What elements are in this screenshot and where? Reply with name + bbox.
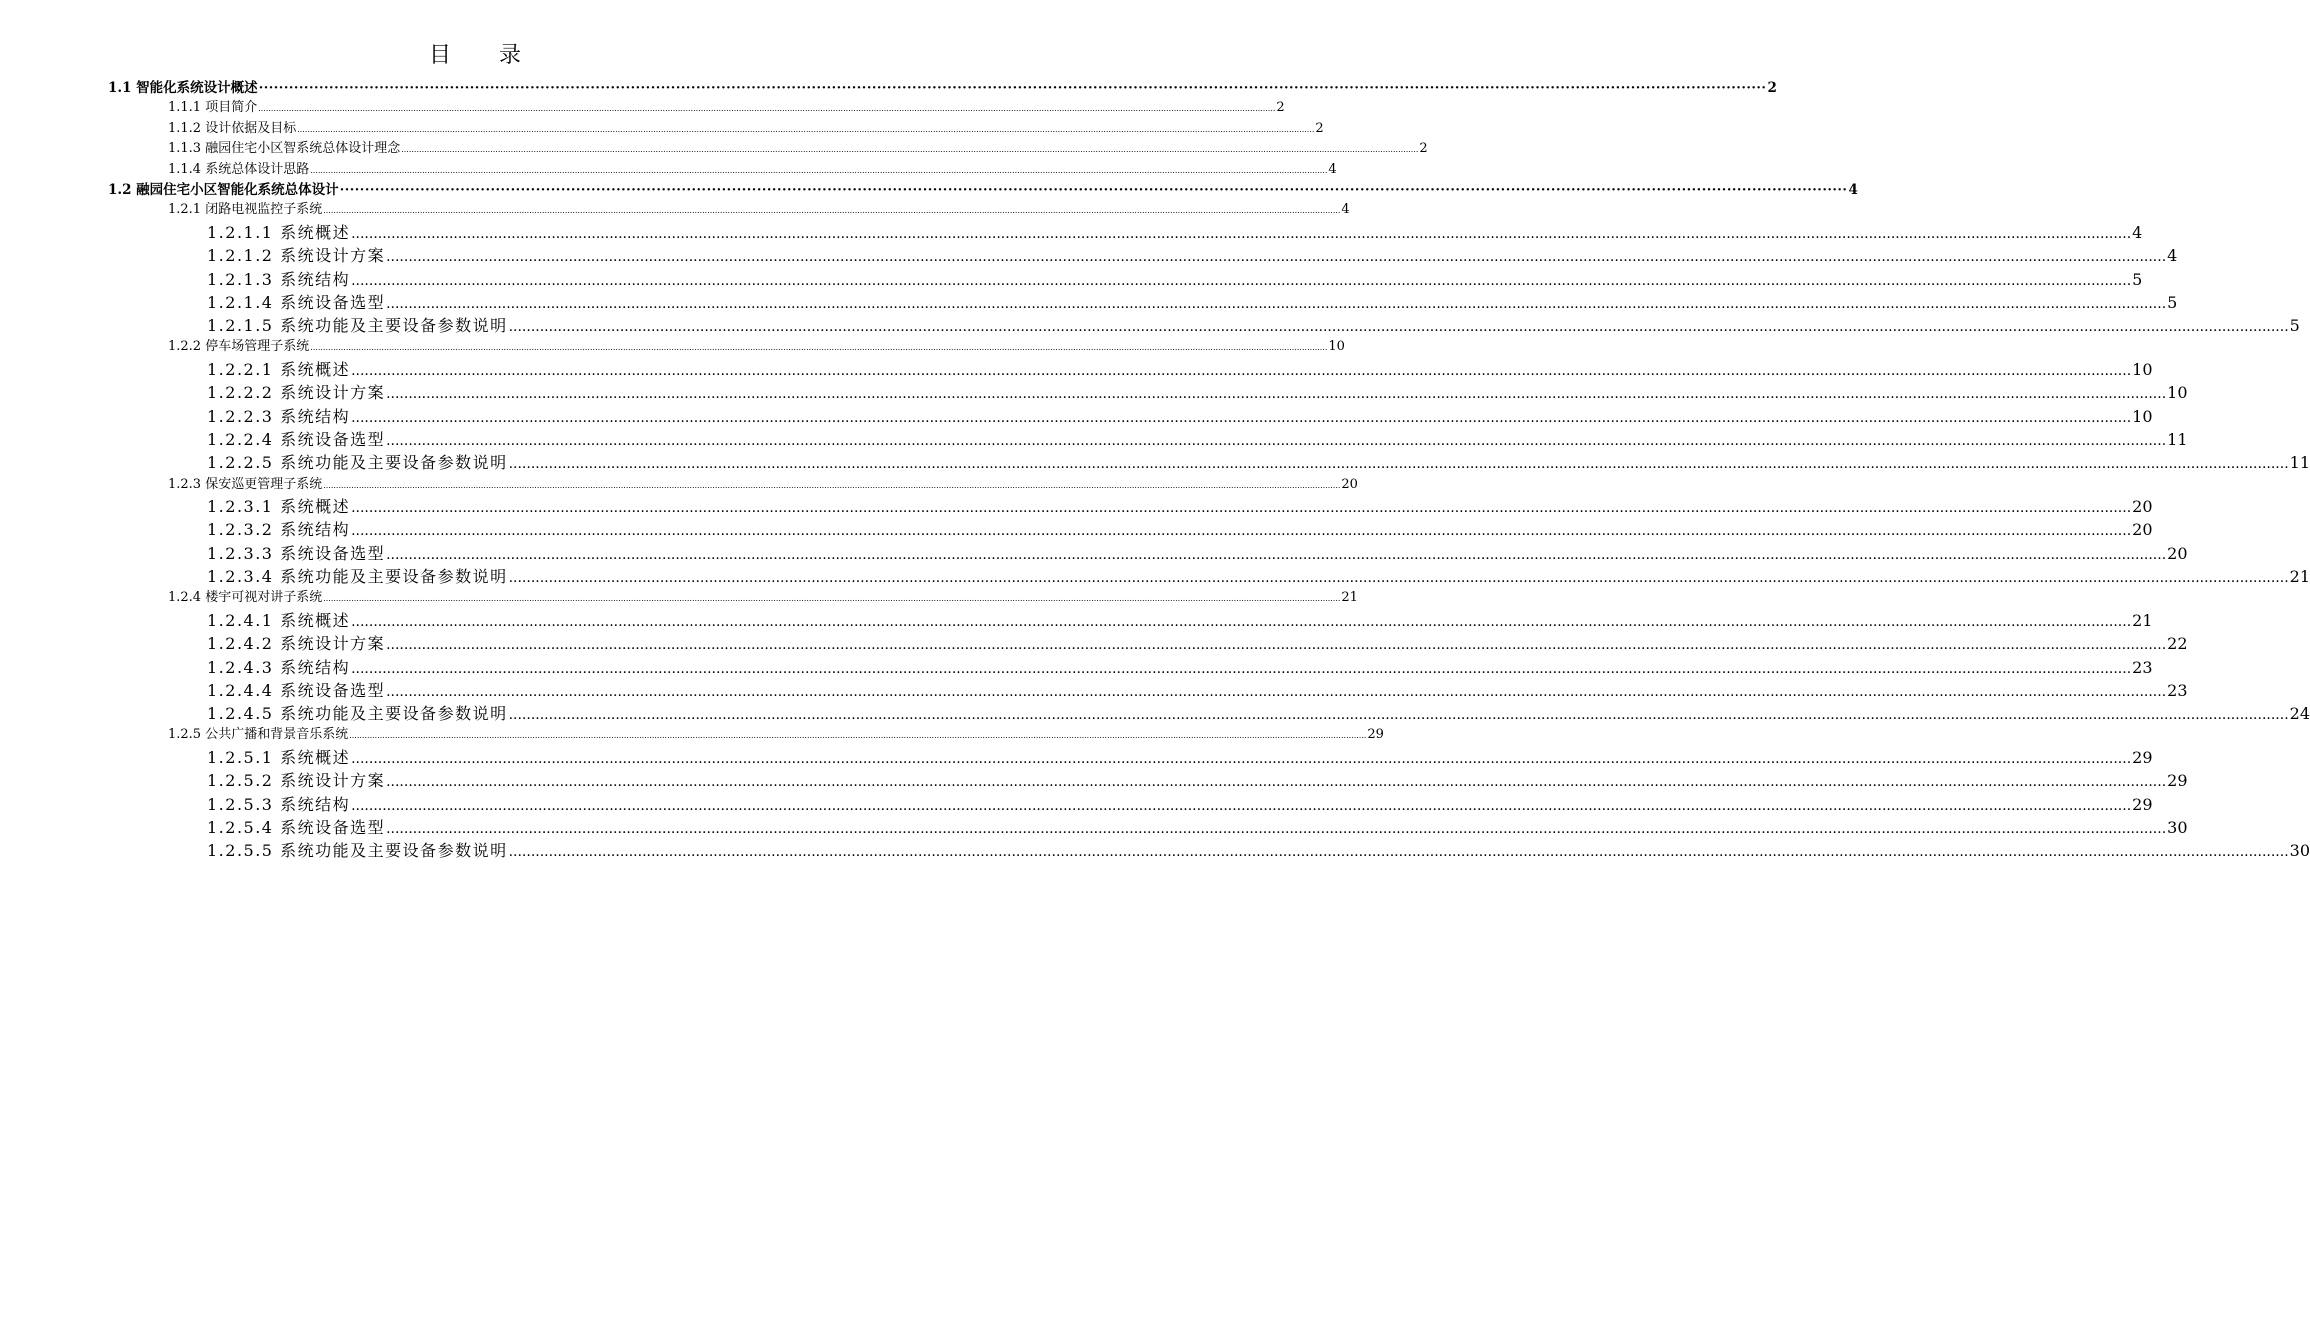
toc-leader-dots: ................................................................................................................................................................................................................................................................................................................................................................................................................ [386,249,2167,266]
toc-entry-label: 1.2.4 楼宇可视对讲子系统 [168,590,323,606]
toc-leader-dots: ................................................................................................................................................................................................................................................................................................................................................................................................................ [349,731,1367,741]
toc-entry-label: 1.2.4.5 系统功能及主要设备参数说明 [207,704,508,724]
toc-leader-dots: ................................................................................................................................................................................................................................................................................................................................................................................................................ [401,145,1419,155]
toc-entry-level-3[interactable] [108,565,2310,588]
toc-page-number: 10 [2132,360,2153,380]
toc-entry-label: 1.2 融园住宅小区智能化系统总体设计 [108,182,339,199]
toc-leader-dots: ................................................................................................................................................................................................................................................................................................................................................................................................................ [386,546,2167,563]
toc-entry-label: 1.2.2 停车场管理子系统 [168,339,310,355]
toc-page-number: 20 [2167,543,2188,563]
title-char-left: 目 [428,43,451,68]
toc-page-number: 11 [2289,453,2310,473]
toc-entry-label: 1.2.2.4 系统设备选型 [207,429,386,449]
toc-entry-level-3[interactable] [108,495,2153,518]
toc-entry-level-2[interactable] [108,588,1358,609]
toc-entry-level-3[interactable] [108,746,2153,769]
toc-entry-level-3[interactable] [108,542,2188,565]
toc-leader-dots: ................................................................................................................................................................................................................................................................................................................................................................................................................ [323,480,1341,490]
toc-entry-level-3[interactable] [108,793,2153,816]
toc-page-number: 20 [1341,476,1358,492]
toc-entry-level-2[interactable] [108,98,1285,119]
toc-entry-level-3[interactable] [108,769,2188,792]
toc-leader-dots: ................................................................................................................................................................................................................................................................................................................................................................................................................ [323,206,1341,216]
toc-entry-level-2[interactable] [108,725,1384,746]
toc-entry-level-3[interactable] [108,839,2310,862]
toc-entry-label: 1.2.3.1 系统概述 [207,497,351,517]
toc-leader-dots: ................................................................................................................................................................................................................................................................................................................................................................................................................ [310,343,1328,353]
toc-page-number: 2 [1767,80,1777,96]
toc-entry-label: 1.2.1.4 系统设备选型 [207,292,386,312]
toc-page-number: 2 [1276,100,1285,115]
toc-page-number: 5 [2167,292,2178,312]
toc-entry-level-1[interactable] [108,78,1777,98]
toc-leader-dots: ................................................................................................................................................................................................................................................................................................................................................................................................................ [351,225,2132,242]
toc-page-number: 30 [2167,817,2188,837]
toc-entry-level-3[interactable] [108,609,2153,632]
toc-entry-label: 1.2.3.2 系统结构 [207,520,351,540]
toc-entry-label: 1.2.2.5 系统功能及主要设备参数说明 [207,453,508,473]
toc-entry-label: 1.2.4.4 系统设备选型 [207,680,386,700]
toc-leader-dots: ············································································································································································································································································································ [339,183,1848,199]
toc-entry-level-3[interactable] [108,428,2188,451]
toc-entry-level-3[interactable] [108,358,2153,381]
toc-leader-dots: ................................................................................................................................................................................................................................................................................................................................................................................................................ [258,104,1276,113]
toc-entry-level-3[interactable] [108,816,2188,839]
toc-entry-label: 1.1.4 系统总体设计思路 [168,161,310,177]
toc-page-number: 21 [2132,610,2153,630]
toc-leader-dots: ................................................................................................................................................................................................................................................................................................................................................................................................................ [386,774,2167,791]
toc-entry-label: 1.2.5.1 系统概述 [207,747,351,767]
toc-entry-label: 1.2.4.2 系统设计方案 [207,634,386,654]
toc-page-number: 20 [2132,497,2153,517]
toc-leader-dots: ................................................................................................................................................................................................................................................................................................................................................................................................................ [351,272,2132,289]
toc-entry-level-2[interactable] [108,337,1345,358]
toc-entry-label: 1.2.3 保安巡更管理子系统 [168,476,323,492]
toc-entry-level-2[interactable] [108,160,1337,181]
title-char-right: 录 [499,43,522,68]
toc-entry-level-3[interactable] [108,632,2188,655]
toc-entry-level-3[interactable] [108,268,2143,291]
toc-entry-level-3[interactable] [108,518,2153,541]
toc-entry-label: 1.2.4.3 系统结构 [207,657,351,677]
toc-entry-level-1[interactable] [108,180,1858,200]
toc-leader-dots: ................................................................................................................................................................................................................................................................................................................................................................................................................ [297,124,1315,134]
toc-entry-level-3[interactable] [108,314,2300,337]
toc-page-number: 21 [2289,567,2310,587]
toc-leader-dots: ................................................................................................................................................................................................................................................................................................................................................................................................................ [508,570,2289,587]
toc-entry-label: 1.2.3.4 系统功能及主要设备参数说明 [207,567,508,587]
toc-page-number: 4 [2132,222,2143,242]
toc-leader-dots: ................................................................................................................................................................................................................................................................................................................................................................................................................ [310,165,1328,175]
toc-entry-level-2[interactable] [108,200,1350,221]
toc-leader-dots: ................................................................................................................................................................................................................................................................................................................................................................................................................ [386,637,2167,654]
toc-entry-level-2[interactable] [108,139,1428,160]
toc-entry-label: 1.2.1.5 系统功能及主要设备参数说明 [207,316,508,336]
page-title [0,38,950,69]
toc-page-number: 4 [2167,246,2178,266]
toc-page-number: 4 [1848,182,1858,199]
toc-leader-dots: ................................................................................................................................................................................................................................................................................................................................................................................................................ [323,594,1341,604]
toc-leader-dots: ................................................................................................................................................................................................................................................................................................................................................................................................................ [508,319,2289,336]
toc-page-number: 4 [1328,161,1337,177]
toc-entry-level-3[interactable] [108,381,2188,404]
toc-entry-label: 1.2.1.3 系统结构 [207,269,351,289]
toc-page-number: 2 [1419,141,1428,157]
toc-page-number: 11 [2167,429,2188,449]
toc-page-number: 4 [1341,202,1350,218]
toc-page-number: 29 [2132,794,2153,814]
toc-entry-label: 1.2.4.1 系统概述 [207,610,351,630]
toc-entry-level-3[interactable] [108,451,2310,474]
toc-entry-label: 1.2.1.2 系统设计方案 [207,246,386,266]
toc-page-number: 2 [1315,120,1324,136]
toc-leader-dots: ................................................................................................................................................................................................................................................................................................................................................................................................................ [351,500,2132,517]
toc-page-number: 22 [2167,634,2188,654]
toc-entry-label: 1.2.5.4 系统设备选型 [207,817,386,837]
toc-entry-label: 1.2.2.1 系统概述 [207,360,351,380]
toc-page-number: 24 [2289,704,2310,724]
toc-leader-dots: ................................................................................................................................................................................................................................................................................................................................................................................................................ [386,295,2167,312]
toc-page-number: 10 [2167,383,2188,403]
table-of-contents [108,78,2310,862]
toc-page-number: 29 [1367,727,1384,743]
toc-entry-label: 1.1.1 项目简介 [168,100,258,115]
toc-leader-dots: ................................................................................................................................................................................................................................................................................................................................................................................................................ [351,409,2132,426]
toc-entry-label: 1.2.5.5 系统功能及主要设备参数说明 [207,841,508,861]
toc-leader-dots: ................................................................................................................................................................................................................................................................................................................................................................................................................ [386,432,2167,449]
toc-page-number: 23 [2167,680,2188,700]
toc-leader-dots: ············································································································································································································································································································ [258,81,1767,96]
toc-page-number: 30 [2289,841,2310,861]
toc-entry-label: 1.1 智能化系统设计概述 [108,80,258,96]
toc-leader-dots: ................................................................................................................................................................................................................................................................................................................................................................................................................ [508,844,2289,861]
toc-entry-label: 1.2.1.1 系统概述 [207,222,351,242]
toc-leader-dots: ................................................................................................................................................................................................................................................................................................................................................................................................................ [351,797,2132,814]
toc-entry-level-2[interactable] [108,119,1324,140]
toc-entry-label: 1.2.5 公共广播和背景音乐系统 [168,727,349,743]
toc-leader-dots: ................................................................................................................................................................................................................................................................................................................................................................................................................ [508,707,2289,724]
toc-leader-dots: ................................................................................................................................................................................................................................................................................................................................................................................................................ [351,660,2132,677]
toc-page-number: 5 [2132,269,2143,289]
toc-entry-level-3[interactable] [108,405,2153,428]
toc-entry-level-3[interactable] [108,244,2178,267]
toc-entry-label: 1.1.2 设计依据及目标 [168,120,297,136]
toc-entry-level-3[interactable] [108,221,2143,244]
toc-entry-label: 1.2.2.3 系统结构 [207,406,351,426]
toc-leader-dots: ................................................................................................................................................................................................................................................................................................................................................................................................................ [386,683,2167,700]
toc-leader-dots: ................................................................................................................................................................................................................................................................................................................................................................................................................ [351,613,2132,630]
toc-entry-level-3[interactable] [108,679,2188,702]
toc-leader-dots: ................................................................................................................................................................................................................................................................................................................................................................................................................ [508,456,2289,473]
toc-page-number: 23 [2132,657,2153,677]
toc-leader-dots: ................................................................................................................................................................................................................................................................................................................................................................................................................ [386,386,2167,403]
toc-entry-level-3[interactable] [108,702,2310,725]
toc-entry-label: 1.2.3.3 系统设备选型 [207,543,386,563]
toc-entry-label: 1.2.2.2 系统设计方案 [207,383,386,403]
toc-page-number: 21 [1341,590,1358,606]
toc-entry-label: 1.2.5.3 系统结构 [207,794,351,814]
toc-entry-level-3[interactable] [108,291,2178,314]
toc-page-number: 29 [2132,747,2153,767]
toc-page-number: 29 [2167,771,2188,791]
toc-entry-level-3[interactable] [108,656,2153,679]
toc-leader-dots: ................................................................................................................................................................................................................................................................................................................................................................................................................ [351,523,2132,540]
toc-leader-dots: ................................................................................................................................................................................................................................................................................................................................................................................................................ [351,363,2132,380]
toc-page-number: 10 [1328,339,1345,355]
toc-page-number: 5 [2289,316,2300,336]
toc-entry-label: 1.1.3 融园住宅小区智系统总体设计理念 [168,141,401,157]
toc-leader-dots: ................................................................................................................................................................................................................................................................................................................................................................................................................ [386,820,2167,837]
toc-page-number: 10 [2132,406,2153,426]
toc-entry-label: 1.2.1 闭路电视监控子系统 [168,202,323,218]
toc-page-number: 20 [2132,520,2153,540]
toc-entry-label: 1.2.5.2 系统设计方案 [207,771,386,791]
toc-leader-dots: ................................................................................................................................................................................................................................................................................................................................................................................................................ [351,750,2132,767]
toc-entry-level-2[interactable] [108,475,1358,496]
